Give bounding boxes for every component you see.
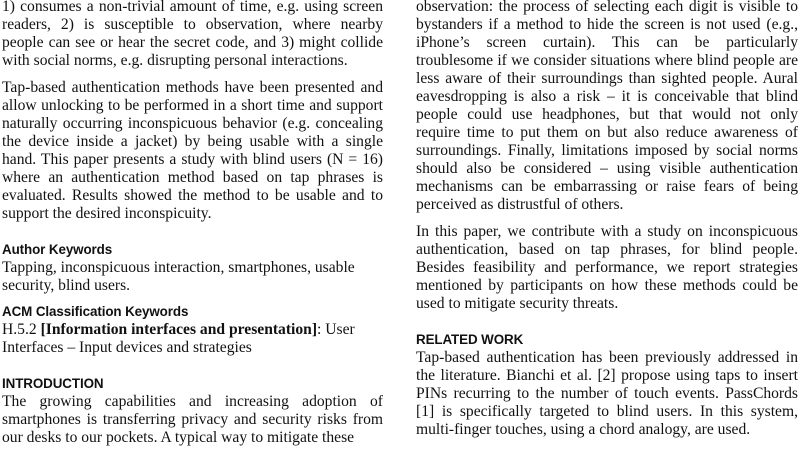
introduction-text: The growing capabilities and increasing adoption of smartphones is transferring privacy and security risks from our desks to our pockets. A typical way to mitigate these: [2, 393, 383, 446]
body-paragraph: observation: the process of selecting each digit is visible to bystanders if a method to hide the screen is not used (e.g., iPhone’s screen curtain). This can be particularly troublesome if we consider situations where blind people are less aware of their surroundings than sighted people. Aural eavesdropping is also a risk – it is conceivable that blind people could use headphones, but that would not only require time to put them on but also reduce awareness of surroundings. Finally, limitations imposed by social norms should also be considered – using visible authentication mechanisms can be embarrassing or raise fears of being perceived as distrustful of others.: [416, 0, 798, 213]
related-work-heading: RELATED WORK: [416, 332, 524, 347]
acm-code: H.5.2: [2, 321, 41, 338]
section-spacer: [2, 295, 383, 303]
acm-bold-term: [Information interfaces and presentation]: [40, 321, 318, 338]
author-keywords-text: Tapping, inconspicuous interaction, smartphones, usable security, blind users.: [2, 259, 355, 294]
acm-rest: : User Interfaces – Input devices and strategies: [2, 321, 355, 356]
right-column: [416, 0, 798, 439]
related-work-text: Tap-based authentication has been previously addressed in the literature. Bianchi et al. [2] propose using taps to insert PINs recurring to the number of touch events. PassChords [1] is specifically targeted to blind users. In this system, multi-finger touches, using a chord analogy, are used.: [416, 349, 798, 438]
acm-classification-heading: ACM Classification Keywords: [2, 304, 189, 319]
body-paragraph: In this paper, we contribute with a study on inconspicuous authentication, based on tap phrases, for blind people. Besides feasibility and performance, we report strategies mentioned by participants on how these methods could be used to mitigate security threats.: [416, 223, 798, 312]
section-spacer: [416, 313, 798, 331]
left-column: [2, 0, 383, 447]
author-keywords-heading: Author Keywords: [2, 242, 113, 257]
acm-classification-text: [2, 321, 383, 357]
introduction-heading: INTRODUCTION: [2, 376, 104, 391]
body-paragraph: 1) consumes a non-trivial amount of time, e.g. using screen readers, 2) is susceptible to observation, where nearby people can see or hear the secret code, and 3) might collide with social norms, e.g. disrupting personal interactions.: [2, 0, 383, 69]
body-paragraph: Tap-based authentication methods have been presented and allow unlocking to be performed in a short time and support naturally occurring inconspicuous behavior (e.g. concealing the device inside a jacket) by being usable with a single hand. This paper presents a study with blind users (N = 16) where an authentication method based on tap phrases is evaluated. Results showed the method to be usable and to support the desired inconspicuity.: [2, 79, 383, 222]
section-spacer: [2, 357, 383, 375]
section-spacer: [2, 223, 383, 241]
